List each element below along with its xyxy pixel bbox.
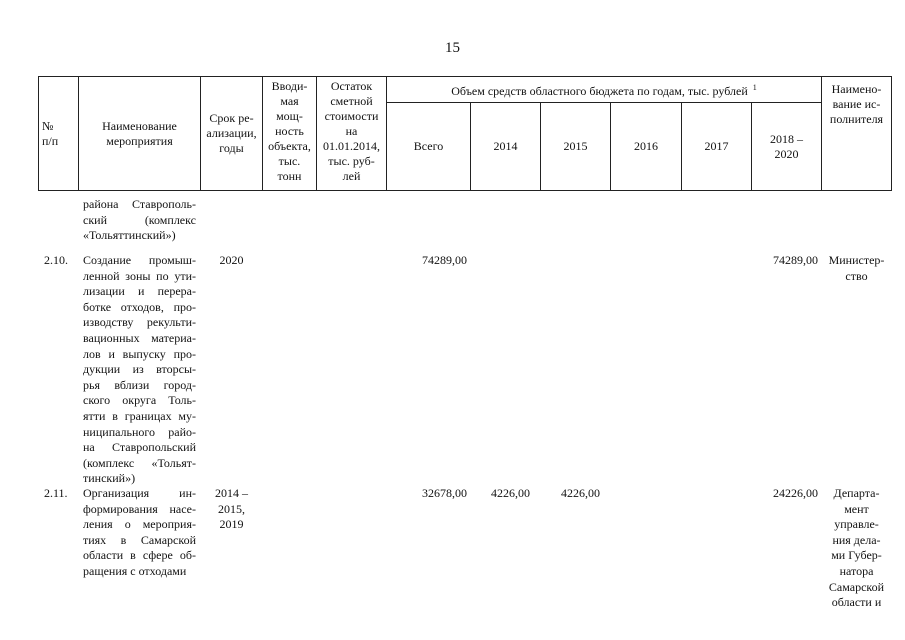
executor-line: Департа- <box>833 486 880 500</box>
header-executor-line: вание ис- <box>832 97 881 111</box>
row-2-10-event-name <box>83 253 196 487</box>
event-name-line: дукции из вторсы- <box>83 362 196 377</box>
header-remainder-line: Остаток <box>330 79 373 93</box>
event-name-line: Создание промыш- <box>83 253 196 267</box>
header-term-line: ализации, <box>206 126 257 140</box>
header-term-line: годы <box>219 141 244 155</box>
event-name-line: ленной зоны по ути- <box>83 268 196 283</box>
header-budget-group-text: Объем средств областного бюджета по годам, тыс. рублей <box>451 84 748 98</box>
executor-line: ния дела- <box>832 532 881 547</box>
header-year-2016: 2016 <box>634 139 658 153</box>
header-term <box>201 77 262 190</box>
executor-line: натора <box>839 563 874 578</box>
header-capacity-line: тыс. <box>278 154 301 168</box>
executor-line: Самарской <box>828 579 885 594</box>
header-number-line: № <box>42 118 54 133</box>
event-name-line: лизации и перера- <box>83 284 196 299</box>
executor-line: ми Губер- <box>831 548 882 563</box>
event-name-line: ниципального райо- <box>83 424 196 439</box>
event-name-line: тиях в Самарской <box>83 532 196 547</box>
event-name-line: тинский») <box>83 471 136 486</box>
row-2-11-years-2018-2020: 24226,00 <box>773 486 818 500</box>
row-2-10-years-2018-2020: 74289,00 <box>773 253 818 267</box>
header-budget-footnote-mark: 1 <box>752 83 757 92</box>
event-name-line: района Ставрополь- <box>83 197 196 211</box>
header-year-2017: 2017 <box>704 139 729 153</box>
executor-line: Министер- <box>828 253 885 267</box>
header-capacity-line: мощ- <box>276 109 303 123</box>
header-remainder <box>317 79 386 187</box>
executor-line: области и <box>831 595 882 610</box>
event-name-line: Организация ин- <box>83 486 196 500</box>
row-2-11-term <box>201 486 262 533</box>
row-2-11-year-2015: 4226,00 <box>561 486 600 500</box>
event-name-line: (комплекс «Тольят- <box>83 455 196 470</box>
header-executor-line: полнителя <box>829 112 884 126</box>
row-2-10-total: 74289,00 <box>422 253 467 267</box>
row-2-11-total: 32678,00 <box>422 486 467 500</box>
executor-line: мент <box>844 501 869 516</box>
header-years-2018-2020-line: 2020 <box>774 146 799 161</box>
term-line: 2015, <box>218 501 245 516</box>
header-year-2015: 2015 <box>563 139 588 153</box>
header-term-line: Срок ре- <box>209 111 254 125</box>
header-remainder-line: стоимости <box>324 109 379 123</box>
executor-line: ство <box>845 268 868 283</box>
header-remainder-line: сметной <box>330 94 373 108</box>
header-capacity-line: тонн <box>277 169 302 183</box>
page-number: 15 <box>445 40 460 56</box>
header-remainder-line: на <box>345 124 358 138</box>
header-event-name <box>79 77 200 190</box>
event-name-line: вационных материа- <box>83 330 196 345</box>
row-2-11-executor <box>822 486 891 611</box>
event-name-line: ращения с отходами <box>83 563 187 578</box>
row-continuation-event-name <box>83 197 196 244</box>
header-capacity-line: объекта, <box>268 139 311 153</box>
header-capacity-line: ность <box>275 124 304 138</box>
term-line: 2019 <box>219 517 244 532</box>
row-2-10-term: 2020 <box>219 253 244 267</box>
event-name-line: ботке отходов, про- <box>83 299 196 314</box>
event-name-line: области в сфере об- <box>83 548 196 563</box>
event-name-line: ятти в границах му- <box>83 408 196 423</box>
row-2-10-executor <box>822 253 891 284</box>
row-2-11-year-2014: 4226,00 <box>491 486 530 500</box>
header-budget-group <box>387 77 821 102</box>
header-event-name-line: Наименование <box>102 118 177 133</box>
header-capacity-line: Вводи- <box>271 79 308 93</box>
term-line: 2014 – <box>215 486 248 500</box>
event-name-line: формирования насе- <box>83 501 196 516</box>
header-budget-group-label <box>451 80 757 99</box>
row-2-11-number: 2.11. <box>44 486 68 500</box>
row-2-11-event-name <box>83 486 196 580</box>
header-event-name-line: мероприятия <box>106 133 173 148</box>
event-name-line: «Тольяттинский») <box>83 228 176 243</box>
event-name-line: на Ставропольский <box>83 440 196 455</box>
event-name-line: рья вблизи город- <box>83 377 196 392</box>
event-name-line: изводству рекульти- <box>83 315 196 330</box>
header-years-2018-2020-line: 2018 – <box>770 131 803 146</box>
header-executor-line: Наимено- <box>831 82 882 96</box>
header-executor <box>822 82 891 142</box>
event-name-line: лов и выпуску про- <box>83 346 196 361</box>
event-name-line: ления о мероприя- <box>83 517 196 532</box>
event-name-line: ский (комплекс <box>83 212 196 227</box>
header-number-line: п/п <box>42 133 59 148</box>
header-remainder-line: тыс. руб- <box>328 154 375 168</box>
header-capacity <box>263 79 316 187</box>
executor-line: управле- <box>834 517 879 532</box>
header-year-2014: 2014 <box>493 139 518 153</box>
header-remainder-line: лей <box>342 169 361 183</box>
header-capacity-line: мая <box>280 94 299 108</box>
event-name-line: ского округа Толь- <box>83 393 196 408</box>
row-2-10-number: 2.10. <box>44 253 68 267</box>
header-years-2018-2020 <box>752 103 821 190</box>
header-remainder-line: 01.01.2014, <box>323 139 380 153</box>
header-total: Всего <box>413 139 444 153</box>
header-number <box>38 77 78 190</box>
